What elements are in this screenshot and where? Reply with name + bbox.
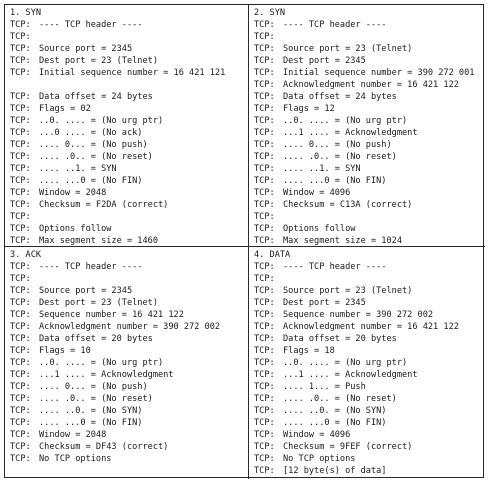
line-text: Source port = 23 (Telnet) [283,286,413,296]
line-prefix: TCP: [254,104,275,114]
line-prefix: TCP: [254,358,275,368]
trace-line [254,381,485,393]
trace-line [10,67,248,79]
panel-title: 1. SYN [10,8,42,18]
trace-line [10,429,248,441]
tcp-trace-table [4,4,484,478]
line-prefix: TCP: [254,56,275,66]
line-prefix: TCP: [10,406,31,416]
trace-line [254,297,485,309]
trace-line [254,235,485,247]
trace-line [254,441,485,453]
line-prefix: TCP: [254,322,275,332]
line-prefix: TCP: [10,370,31,380]
trace-line [254,357,485,369]
panel-lines [10,19,248,247]
line-text: Initial sequence number = 16 421 121 [39,68,226,78]
trace-line [254,175,485,187]
line-text: ...1 .... = Acknowledgment [283,128,418,138]
panel-syn-1 [5,5,249,247]
line-prefix: TCP: [10,442,31,452]
line-prefix: TCP: [254,334,275,344]
line-prefix: TCP: [10,116,31,126]
line-text: .... ...0 = (No FIN) [283,418,387,428]
trace-line [10,369,248,381]
line-prefix: TCP: [254,116,275,126]
line-prefix: TCP: [254,68,275,78]
trace-line [254,115,485,127]
line-prefix: TCP: [254,80,275,90]
line-prefix: TCP: [254,442,275,452]
line-prefix: TCP: [10,188,31,198]
line-prefix: TCP: [254,224,275,234]
trace-line [254,333,485,345]
trace-line [10,163,248,175]
line-prefix: TCP: [10,212,31,222]
line-prefix: TCP: [10,176,31,186]
trace-line [10,211,248,223]
trace-line [254,309,485,321]
line-prefix: TCP: [10,322,31,332]
line-prefix: TCP: [254,20,275,30]
line-prefix: TCP: [10,286,31,296]
line-prefix: TCP: [254,418,275,428]
line-prefix: TCP: [254,200,275,210]
line-prefix: TCP: [10,236,31,246]
line-prefix: TCP: [254,44,275,54]
line-prefix: TCP: [10,56,31,66]
line-prefix: TCP: [10,274,31,284]
line-text: Checksum = DF43 (correct) [39,442,169,452]
line-text: Flags = 18 [283,346,335,356]
trace-line [254,199,485,211]
trace-line [10,151,248,163]
trace-line [10,345,248,357]
trace-line [10,405,248,417]
trace-line [254,223,485,235]
line-text: Source port = 2345 [39,44,133,54]
line-text: ...0 .... = (No ack) [39,128,143,138]
line-prefix: TCP: [254,188,275,198]
line-prefix: TCP: [10,382,31,392]
panel-lines [254,19,485,247]
line-prefix: TCP: [10,454,31,464]
line-prefix: TCP: [10,20,31,30]
line-text: Options follow [39,224,112,234]
line-text: Flags = 12 [283,104,335,114]
line-text: .... ...0 = (No FIN) [283,176,387,186]
panel-lines [10,261,248,465]
panel-title: 2. SYN [254,8,286,18]
line-text: ---- TCP header ---- [39,20,143,30]
trace-line [254,139,485,151]
line-text: Dest port = 2345 [283,298,366,308]
line-text: Checksum = F2DA (correct) [39,200,169,210]
line-prefix: TCP: [10,418,31,428]
line-prefix: TCP: [10,310,31,320]
line-text: Max segment size = 1460 [39,236,158,246]
line-text: .... ..1. = SYN [283,164,361,174]
line-prefix: TCP: [254,454,275,464]
line-prefix: TCP: [10,358,31,368]
line-text: ...1 .... = Acknowledgment [283,370,418,380]
line-prefix: TCP: [10,152,31,162]
line-text: Acknowledgment number = 16 421 122 [283,322,459,332]
line-text: Window = 4096 [283,430,351,440]
line-prefix: TCP: [254,236,275,246]
line-text: .... ...0 = (No FIN) [39,176,143,186]
trace-line [10,19,248,31]
line-prefix: TCP: [254,152,275,162]
line-text: .... .0.. = (No reset) [283,394,397,404]
line-text: [12 byte(s) of data] [283,466,387,476]
trace-line [10,79,248,91]
line-text: Acknowledgment number = 390 272 002 [39,322,221,332]
line-text: Data offset = 20 bytes [283,334,397,344]
trace-line [254,19,485,31]
line-text: No TCP options [39,454,112,464]
trace-line [254,211,485,223]
line-prefix: TCP: [10,44,31,54]
trace-line [254,151,485,163]
trace-line [10,441,248,453]
trace-line [10,333,248,345]
trace-line [254,187,485,199]
line-prefix: TCP: [10,140,31,150]
trace-line [254,369,485,381]
panel-lines [254,261,485,477]
trace-line [10,297,248,309]
line-text: ..0. .... = (No urg ptr) [39,116,164,126]
trace-line [254,67,485,79]
line-text: .... 1... = Push [283,382,366,392]
trace-line [254,31,485,43]
trace-line [10,103,248,115]
line-text: ---- TCP header ---- [283,20,387,30]
line-prefix: TCP: [254,430,275,440]
line-text: ..0. .... = (No urg ptr) [39,358,164,368]
line-text: Source port = 2345 [39,286,133,296]
line-prefix: TCP: [10,104,31,114]
line-prefix: TCP: [10,298,31,308]
line-text: ..0. .... = (No urg ptr) [283,116,408,126]
line-text: No TCP options [283,454,356,464]
line-prefix: TCP: [10,32,31,42]
trace-line [254,417,485,429]
line-text: Dest port = 2345 [283,56,366,66]
line-prefix: TCP: [10,346,31,356]
line-prefix: TCP: [254,310,275,320]
line-prefix: TCP: [254,286,275,296]
line-text: Data offset = 20 bytes [39,334,153,344]
line-prefix: TCP: [254,298,275,308]
trace-line [254,285,485,297]
trace-line [254,261,485,273]
line-text: Source port = 23 (Telnet) [283,44,413,54]
trace-line [10,357,248,369]
line-prefix: TCP: [254,92,275,102]
line-text: ---- TCP header ---- [39,262,143,272]
line-text: .... 0... = (No push) [283,140,392,150]
line-prefix: TCP: [10,164,31,174]
line-text: .... .0.. = (No reset) [283,152,397,162]
trace-line [254,163,485,175]
line-text: ..0. .... = (No urg ptr) [283,358,408,368]
line-text: .... .0.. = (No reset) [39,394,153,404]
line-prefix: TCP: [254,346,275,356]
line-text: Window = 2048 [39,188,107,198]
line-prefix: TCP: [254,370,275,380]
trace-line [254,127,485,139]
trace-line [254,405,485,417]
line-text: .... ..0. = (No SYN) [39,406,143,416]
line-text: Checksum = 9FEF (correct) [283,442,413,452]
panel-ack-3 [5,247,249,479]
trace-line [10,127,248,139]
trace-line [254,43,485,55]
trace-line [10,381,248,393]
trace-line [254,79,485,91]
trace-line [10,43,248,55]
line-prefix: TCP: [10,92,31,102]
line-prefix: TCP: [254,164,275,174]
trace-line [10,115,248,127]
trace-line [254,103,485,115]
line-text: .... .0.. = (No reset) [39,152,153,162]
line-text: Window = 2048 [39,430,107,440]
line-prefix: TCP: [254,274,275,284]
line-prefix: TCP: [254,32,275,42]
line-text: Initial sequence number = 390 272 001 [283,68,475,78]
trace-line [10,321,248,333]
trace-line [254,465,485,477]
trace-line [254,345,485,357]
line-text: Dest port = 23 (Telnet) [39,298,158,308]
line-prefix: TCP: [10,430,31,440]
line-prefix: TCP: [10,262,31,272]
line-prefix: TCP: [10,224,31,234]
line-text: Options follow [283,224,356,234]
line-text: .... 0... = (No push) [39,382,148,392]
line-text: Sequence number = 390 272 002 [283,310,434,320]
line-text: .... ...0 = (No FIN) [39,418,143,428]
trace-line [254,55,485,67]
trace-line [10,55,248,67]
trace-line [254,321,485,333]
line-text: .... 0... = (No push) [39,140,148,150]
line-text: Flags = 10 [39,346,91,356]
trace-line [254,393,485,405]
line-prefix: TCP: [10,128,31,138]
line-text: Data offset = 24 bytes [39,92,153,102]
line-prefix: TCP: [254,406,275,416]
trace-line [10,285,248,297]
line-text: .... ..1. = SYN [39,164,117,174]
line-text: ...1 .... = Acknowledgment [39,370,174,380]
line-prefix: TCP: [10,334,31,344]
line-prefix: TCP: [254,128,275,138]
line-text: Data offset = 24 bytes [283,92,397,102]
trace-line [10,175,248,187]
line-text: Acknowledgment number = 16 421 122 [283,80,459,90]
line-prefix: TCP: [254,466,275,476]
panel-data-4 [249,247,485,479]
trace-line [10,187,248,199]
trace-line [254,91,485,103]
panel-title: 4. DATA [254,250,291,260]
trace-line [10,273,248,285]
panel-syn-2 [249,5,485,247]
line-prefix: TCP: [254,176,275,186]
line-prefix: TCP: [10,68,31,78]
trace-line [254,429,485,441]
trace-line [254,273,485,285]
line-prefix: TCP: [254,394,275,404]
line-prefix: TCP: [254,262,275,272]
trace-line [10,139,248,151]
trace-line [10,417,248,429]
trace-line [10,199,248,211]
trace-line [10,223,248,235]
line-text: .... ..0. = (No SYN) [283,406,387,416]
line-prefix: TCP: [10,200,31,210]
line-text: Sequence number = 16 421 122 [39,310,184,320]
line-text: Checksum = C13A (correct) [283,200,413,210]
line-text: Max segment size = 1024 [283,236,402,246]
trace-line [10,91,248,103]
line-prefix: TCP: [10,394,31,404]
trace-line [10,393,248,405]
line-text: ---- TCP header ---- [283,262,387,272]
panel-title: 3. ACK [10,250,42,260]
trace-line [10,31,248,43]
line-prefix: TCP: [254,382,275,392]
line-prefix: TCP: [254,140,275,150]
trace-line [10,309,248,321]
line-text: Flags = 02 [39,104,91,114]
trace-line [10,261,248,273]
trace-line [254,453,485,465]
line-text: Window = 4096 [283,188,351,198]
line-text: Dest port = 23 (Telnet) [39,56,158,66]
trace-line [10,453,248,465]
trace-line [10,235,248,247]
line-prefix: TCP: [254,212,275,222]
